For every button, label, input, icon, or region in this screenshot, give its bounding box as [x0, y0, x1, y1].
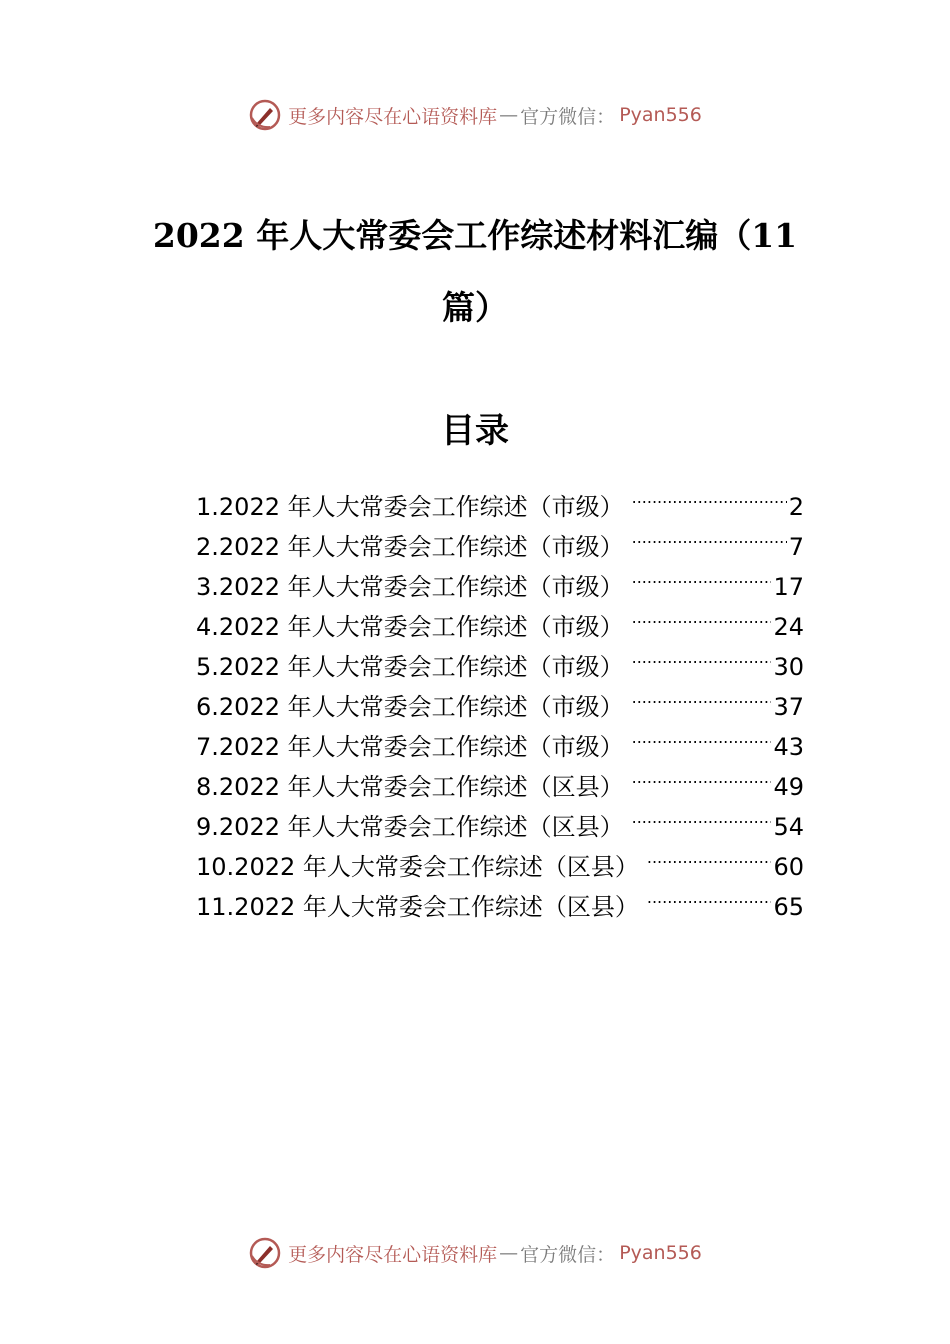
toc-page-number: 49 — [773, 773, 804, 801]
toc-entry-label: 2.2022 年人大常委会工作综述（市级） — [196, 533, 624, 561]
toc-page-number: 37 — [773, 693, 804, 721]
toc-page-number: 24 — [773, 613, 804, 641]
toc-dot-leader — [632, 635, 772, 675]
watermark-separator: — — [499, 104, 519, 126]
toc-page-number: 65 — [773, 893, 804, 921]
toc-dot-leader — [632, 475, 787, 515]
toc-entry-label: 8.2022 年人大常委会工作综述（区县） — [196, 773, 624, 801]
toc-dot-leader — [632, 755, 772, 795]
toc-entry-label: 1.2022 年人大常委会工作综述（市级） — [196, 493, 624, 521]
toc-entry-label: 5.2022 年人大常委会工作综述（市级） — [196, 653, 624, 681]
toc-entry-label: 9.2022 年人大常委会工作综述（区县） — [196, 813, 624, 841]
watermark-wechat-label: 官方微信： — [520, 1243, 616, 1266]
header-watermark — [0, 95, 950, 135]
watermark-wechat-label: 官方微信： — [520, 105, 616, 128]
toc-entry-label: 6.2022 年人大常委会工作综述（市级） — [196, 693, 624, 721]
toc-dot-leader — [632, 795, 772, 835]
toc-page-number: 54 — [773, 813, 804, 841]
toc-dot-leader — [632, 715, 772, 755]
toc-dot-leader — [647, 875, 772, 915]
pen-logo-icon — [248, 1236, 282, 1270]
watermark-wechat-id: Pyan556 — [619, 104, 702, 126]
toc-dot-leader — [647, 835, 772, 875]
toc-dot-leader — [632, 675, 772, 715]
toc-heading: 目录 — [441, 411, 509, 451]
toc-entry-1[interactable] — [196, 475, 804, 521]
document-title: 2022 年人大常委会工作综述材料汇编（11 篇） — [152, 216, 798, 327]
toc-entry-label: 7.2022 年人大常委会工作综述（市级） — [196, 733, 624, 761]
footer-watermark — [0, 1233, 950, 1273]
toc-dot-leader — [632, 555, 772, 595]
toc-page-number: 17 — [773, 573, 804, 601]
toc-page-number: 60 — [773, 853, 804, 881]
toc-page-number: 30 — [773, 653, 804, 681]
watermark-wechat-id: Pyan556 — [619, 1242, 702, 1264]
table-of-contents — [196, 475, 804, 921]
watermark-separator: — — [499, 1242, 519, 1264]
toc-dot-leader — [632, 595, 772, 635]
toc-entry-label: 11.2022 年人大常委会工作综述（区县） — [196, 893, 639, 921]
toc-entry-label: 3.2022 年人大常委会工作综述（市级） — [196, 573, 624, 601]
pen-logo-icon — [248, 98, 282, 132]
toc-page-number: 43 — [773, 733, 804, 761]
toc-page-number: 2 — [788, 493, 804, 521]
toc-dot-leader — [632, 515, 787, 555]
toc-entry-label: 4.2022 年人大常委会工作综述（市级） — [196, 613, 624, 641]
watermark-site-name: 更多内容尽在心语资料库 — [288, 105, 498, 128]
toc-entry-label: 10.2022 年人大常委会工作综述（区县） — [196, 853, 639, 881]
watermark-site-name: 更多内容尽在心语资料库 — [288, 1243, 498, 1266]
toc-page-number: 7 — [788, 533, 804, 561]
